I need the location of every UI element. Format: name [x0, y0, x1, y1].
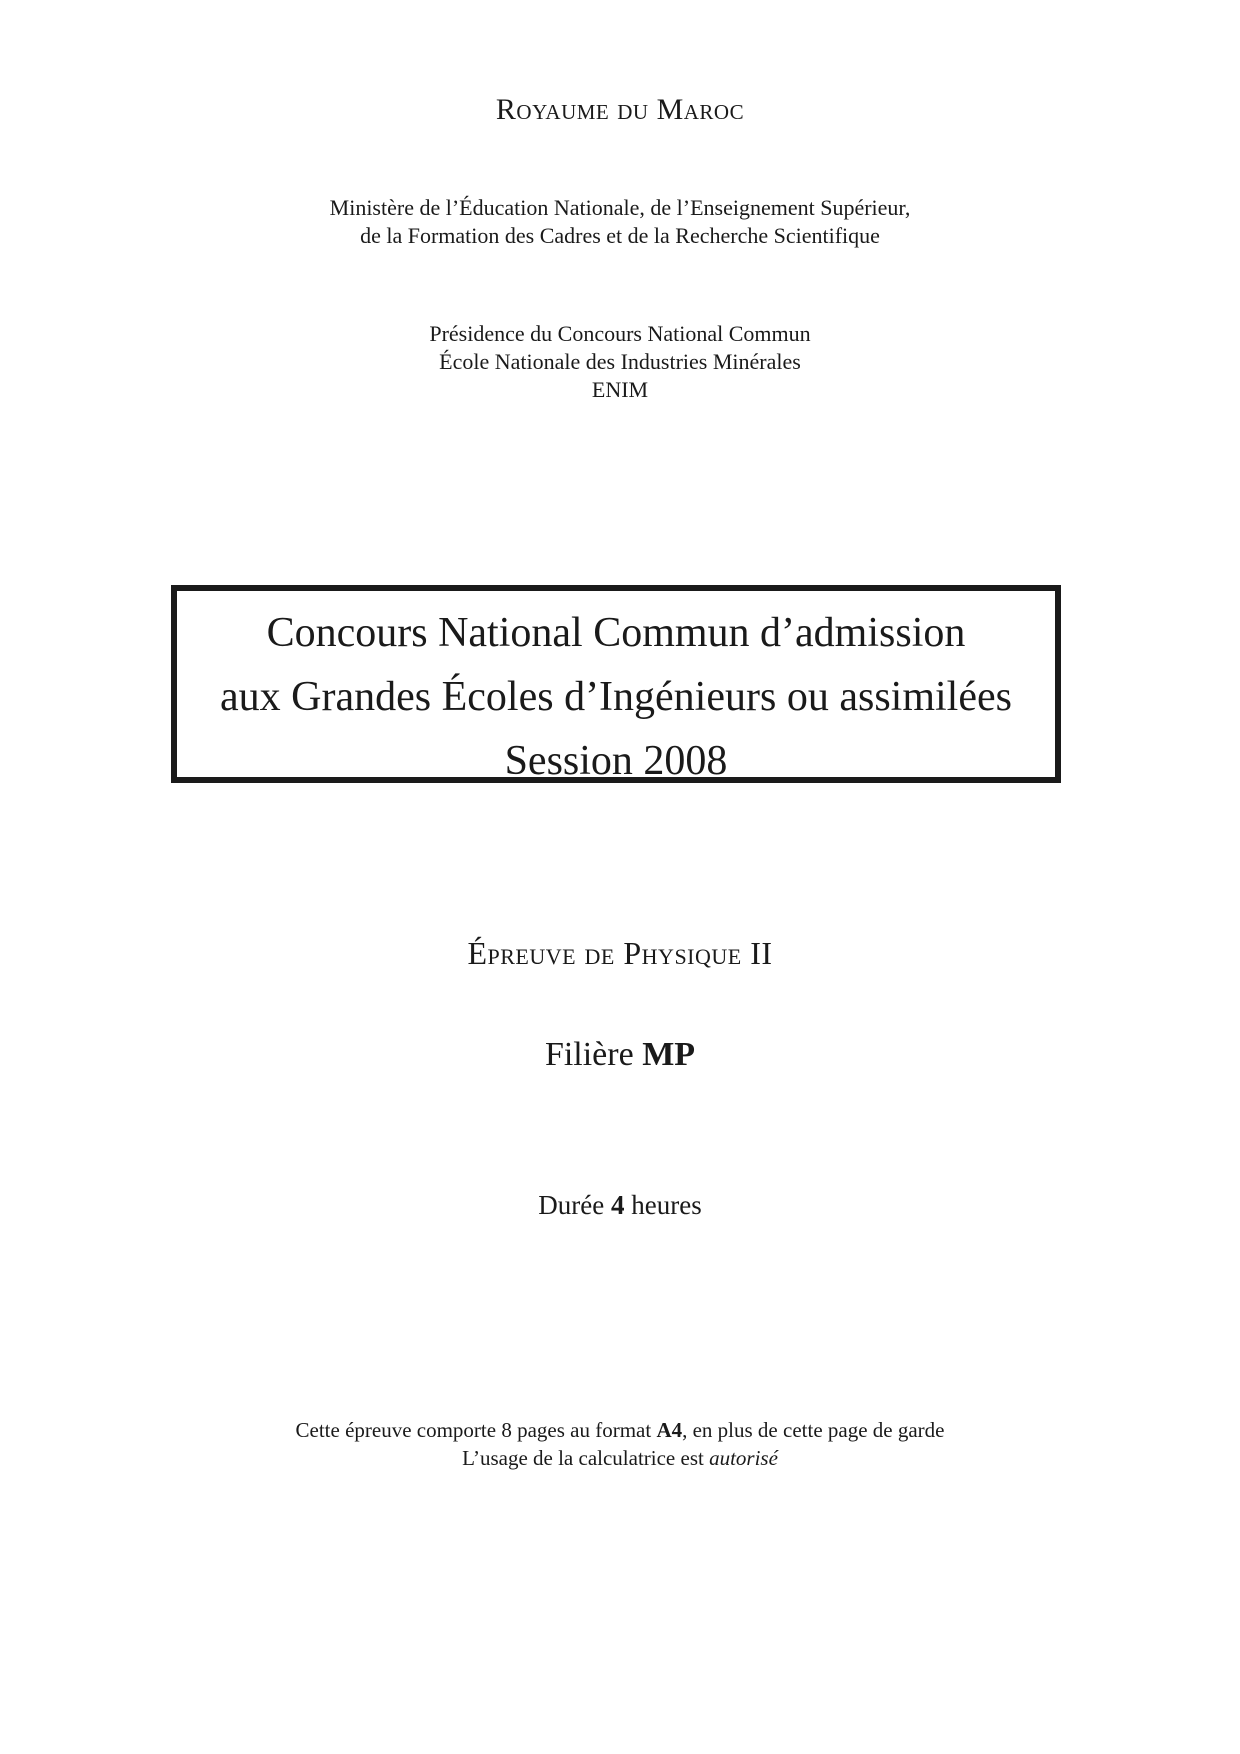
ministry-line-2: de la Formation des Cadres et de la Recherche Scientifique	[360, 223, 880, 248]
footer-line-1-post: , en plus de cette page de garde	[682, 1418, 945, 1442]
title-line-1: Concours National Commun d’admission	[266, 610, 966, 656]
filiere-label: Filière	[544, 1036, 634, 1073]
filiere-line	[0, 1036, 1240, 1074]
competition-title-box	[171, 585, 1061, 783]
footer-line-2	[0, 1444, 1240, 1472]
calculator-status: autorisé	[709, 1446, 778, 1470]
kingdom-heading	[0, 93, 1240, 127]
title-line-2: aux Grandes Écoles d’Ingénieurs ou assimilées	[220, 674, 1012, 720]
footer-line-2-pre: L’usage de la calculatrice est	[462, 1446, 704, 1470]
presidency-block	[0, 320, 1240, 404]
ministry-line-1: Ministère de l’Éducation Nationale, de l’Enseignement Supérieur,	[329, 195, 911, 220]
footer-line-1	[0, 1416, 1240, 1444]
duration-label: Durée	[538, 1190, 605, 1220]
footer-line-1-pre: Cette épreuve comporte 8 pages au format	[295, 1418, 652, 1442]
duration-line	[0, 1190, 1240, 1221]
title-line-3: Session 2008	[504, 738, 728, 784]
footer-note	[0, 1416, 1240, 1472]
presidency-line-2: École Nationale des Industries Minérales	[439, 349, 801, 374]
presidency-line-3: ENIM	[591, 377, 649, 402]
filiere-value: MP	[642, 1036, 696, 1073]
exam-name-text: Épreuve de Physique II	[467, 935, 773, 971]
duration-unit: heures	[631, 1190, 702, 1220]
duration-value: 4	[611, 1190, 625, 1220]
ministry-block	[0, 194, 1240, 250]
kingdom-text: Royaume du Maroc	[495, 93, 745, 126]
presidency-line-1: Présidence du Concours National Commun	[429, 321, 811, 346]
footer-format: A4	[656, 1418, 683, 1442]
exam-name	[0, 935, 1240, 972]
